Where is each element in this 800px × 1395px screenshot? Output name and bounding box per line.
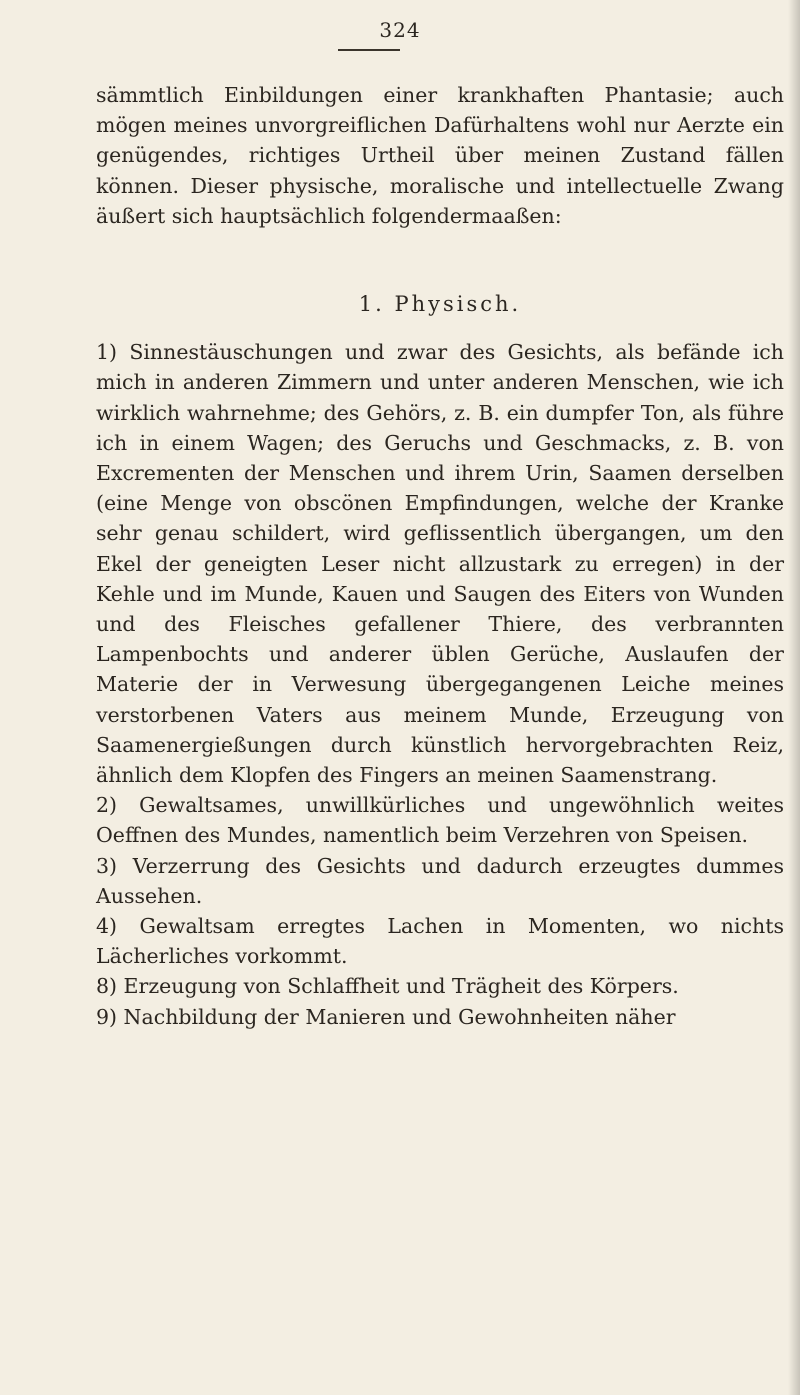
list-item-4: 4) Gewaltsam erregtes Lachen in Momenten, wo nichts Lächerliches vorkommt. <box>96 914 784 969</box>
list-item-8: 8) Erzeugung von Schlaffheit und Trägheit des Körpers. <box>96 974 679 999</box>
page-number: 324 <box>379 18 421 42</box>
list-item-1: 1) Sinnestäuschungen und zwar des Gesichts, als befände ich mich in anderen Zimmern und unter anderen Menschen, wie ich wirklich wahrnehme; des Gehörs, z. B. ein dumpfer Ton, als führe ich in einem Wagen; des Geruchs und Geschmacks, z. B. von Excrementen der Menschen und ihrem Urin, Saamen derselben (eine Menge von obscönen Empfindungen, welche der Kranke sehr genau schildert, wird geflissentlich übergangen, um den Ekel der geneigten Leser nicht allzustark zu erregen) in der Kehle und im Munde, Kauen und Saugen des Eiters von Wunden und des Fleisches gefallener Thiere, des verbrannten Lampenbochts und anderer üblen Gerüche, Auslaufen der Materie der in Verwesung übergegangenen Leiche meines verstorbenen Vaters aus meinem Munde, Erzeugung von Saamenergießungen durch künstlich hervorgebrachten Reiz, ähnlich dem Klopfen des Fingers an meinen Saamenstrang. <box>96 340 784 788</box>
page-edge-shadow <box>788 0 800 1395</box>
body-text <box>96 80 784 1032</box>
list-item-9: 9) Nachbildung der Manieren und Gewohnheiten näher <box>96 1004 676 1029</box>
header-rule <box>338 49 400 51</box>
section-heading: 1. Physisch. <box>358 292 522 317</box>
list-item-2: 2) Gewaltsames, unwillkürliches und ungewöhnlich weites Oeffnen des Mundes, namentlich beim Verzehren von Speisen. <box>96 793 784 848</box>
intro-paragraph: sämmtlich Einbildungen einer krankhaften Phantasie; auch mögen meines unvorgreiflichen Dafürhaltens wohl nur Aerzte ein genügendes, richtiges Urtheil über meinen Zustand fällen können. Dieser physische, moralische und intellectuelle Zwang äußert sich hauptsächlich folgendermaaßen: <box>96 83 784 228</box>
list-item-3: 3) Verzerrung des Gesichts und dadurch erzeugtes dummes Aussehen. <box>96 853 784 908</box>
